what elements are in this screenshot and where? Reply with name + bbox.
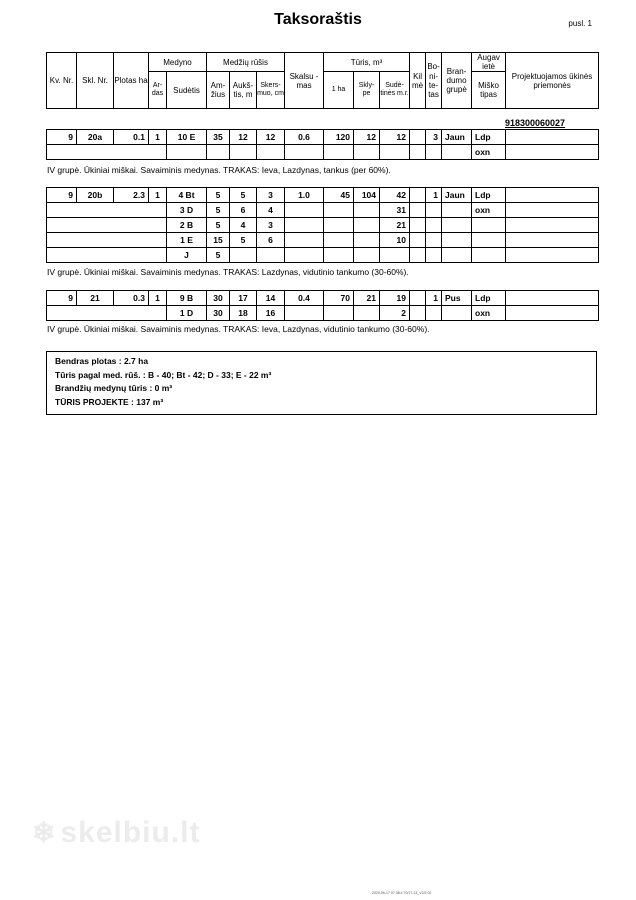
col-misko-tipas: Miško tipas	[472, 72, 506, 109]
cell-sklype: 12	[354, 130, 380, 145]
cell-amzius: 5	[207, 203, 230, 218]
cell-aug	[472, 218, 506, 233]
cell-skalsumas: 0.4	[285, 291, 324, 306]
cell-skalsumas	[285, 203, 324, 218]
col-plotas: Plotas ha	[114, 53, 149, 109]
col-1ha: 1 ha	[324, 72, 354, 109]
col-amzius: Am- žius	[207, 72, 230, 109]
stand-note-1: IV grupė. Ūkiniai miškai. Savaiminis medynas. TRAKAS: Ieva, Lazdynas, tankus (per 60%).	[47, 165, 391, 175]
cell-sudetis	[167, 145, 207, 160]
cell-t1ha: 45	[324, 188, 354, 203]
cell-plotas: 0.1	[114, 130, 149, 145]
cell-amzius: 5	[207, 248, 230, 263]
cell-amzius: 15	[207, 233, 230, 248]
cell-kv	[47, 218, 167, 233]
summary-box	[46, 351, 597, 415]
cell-t1ha	[324, 233, 354, 248]
cell-kilme	[410, 130, 426, 145]
cell-brand	[442, 306, 472, 321]
cell-kv: 9	[47, 188, 77, 203]
cell-amzius: 5	[207, 218, 230, 233]
table-row	[47, 130, 599, 145]
cell-aukstis: 5	[230, 233, 257, 248]
stand-table-2	[46, 187, 599, 263]
stand-table-1	[46, 129, 599, 160]
col-kilme: Kil mė	[410, 53, 426, 109]
cell-skalsumas: 0.6	[285, 130, 324, 145]
cell-aukstis: 4	[230, 218, 257, 233]
col-medziu-rusis: Medžių rūšis	[207, 53, 285, 72]
cell-sklype	[354, 248, 380, 263]
cell-aug: oxn	[472, 306, 506, 321]
cell-aug	[472, 248, 506, 263]
col-aukstis: Aukš- tis, m	[230, 72, 257, 109]
col-medyno: Medyno	[149, 53, 207, 72]
summary-total-area: Bendras plotas : 2.7 ha	[55, 356, 149, 366]
cell-prie	[506, 291, 599, 306]
table-row	[47, 188, 599, 203]
footer-stamp: 2020-06-17 07:38:4 70/17-13_V2/3 02	[372, 891, 432, 895]
cell-sklype	[354, 145, 380, 160]
cell-aug: oxn	[472, 203, 506, 218]
cell-brand	[442, 218, 472, 233]
summary-volume-by-species: Tūris pagal med. rūš. : B - 40; Bt - 42; D - 33; E - 22 m³	[55, 369, 272, 380]
cell-skalsumas	[285, 306, 324, 321]
header-table	[46, 52, 599, 109]
cell-plotas: 2.3	[114, 188, 149, 203]
col-priemones: Projektuojamos ūkinės priemonės	[506, 53, 599, 109]
cell-skersmuo: 3	[257, 188, 285, 203]
cell-sudetis: J	[167, 248, 207, 263]
cell-kilme	[410, 218, 426, 233]
cell-aukstis: 18	[230, 306, 257, 321]
cell-kilme	[410, 203, 426, 218]
cell-t1ha	[324, 145, 354, 160]
cell-bon: 1	[426, 291, 442, 306]
cell-aukstis: 5	[230, 188, 257, 203]
cell-bon	[426, 218, 442, 233]
watermark-text: skelbiu.lt	[60, 816, 201, 849]
cell-sudet: 10	[380, 233, 410, 248]
cell-sklype	[354, 218, 380, 233]
col-skalsumas: Skalsu -mas	[285, 53, 324, 109]
cell-aug: Ldp	[472, 291, 506, 306]
cell-t1ha	[324, 203, 354, 218]
col-sklype: Skly- pe	[354, 72, 380, 109]
cell-sklype: 21	[354, 291, 380, 306]
cell-ardas: 1	[149, 130, 167, 145]
cell-sudet: 21	[380, 218, 410, 233]
cell-sudet: 19	[380, 291, 410, 306]
cell-skalsumas	[285, 233, 324, 248]
cell-skalsumas	[285, 145, 324, 160]
cell-skalsumas	[285, 218, 324, 233]
cell-kv	[47, 203, 167, 218]
summary-mature-volume: Brandžių medynų tūris : 0 m³	[55, 383, 173, 393]
cell-skersmuo	[257, 248, 285, 263]
summary-project-volume: TŪRIS PROJEKTE : 137 m³	[55, 396, 164, 407]
col-sudetines: Sudė- tinės m.r.	[380, 72, 410, 109]
cell-aug: Ldp	[472, 130, 506, 145]
cell-sklype	[354, 306, 380, 321]
cell-skersmuo: 14	[257, 291, 285, 306]
cell-amzius: 5	[207, 188, 230, 203]
cell-prie	[506, 248, 599, 263]
col-ardas: Ar- das	[149, 72, 167, 109]
col-augaviete: Augav ietė	[472, 53, 506, 72]
cell-t1ha	[324, 218, 354, 233]
cell-aukstis: 6	[230, 203, 257, 218]
cell-sklype	[354, 233, 380, 248]
cell-t1ha	[324, 248, 354, 263]
cell-bon: 3	[426, 130, 442, 145]
col-turis: Tūris, m³	[324, 53, 410, 72]
cell-kv	[47, 306, 167, 321]
cell-kv	[47, 248, 167, 263]
cell-ardas: 1	[149, 188, 167, 203]
col-skl: Skl. Nr.	[77, 53, 114, 109]
table-row	[47, 203, 599, 218]
cell-prie	[506, 203, 599, 218]
cell-t1ha: 120	[324, 130, 354, 145]
cell-ardas: 1	[149, 291, 167, 306]
stand-rows	[47, 130, 599, 160]
cell-sudet: 31	[380, 203, 410, 218]
stand-code: 918300060027	[505, 118, 566, 128]
cell-sudetis: 3 D	[167, 203, 207, 218]
cell-sudetis: 1 D	[167, 306, 207, 321]
cell-amzius: 35	[207, 130, 230, 145]
col-brandumo: Bran- dumo grupė	[442, 53, 472, 109]
cell-amzius: 30	[207, 306, 230, 321]
cell-kv: 9	[47, 291, 77, 306]
cell-t1ha: 70	[324, 291, 354, 306]
cell-brand	[442, 145, 472, 160]
cell-brand	[442, 248, 472, 263]
cell-bon	[426, 248, 442, 263]
cell-kilme	[410, 188, 426, 203]
cell-prie	[506, 233, 599, 248]
table-row	[47, 145, 599, 160]
cell-bon	[426, 203, 442, 218]
cell-aukstis: 12	[230, 130, 257, 145]
cell-sudet	[380, 248, 410, 263]
cell-sudet: 12	[380, 130, 410, 145]
cell-skersmuo: 12	[257, 130, 285, 145]
cell-aug: oxn	[472, 145, 506, 160]
snowflake-icon: ❄	[32, 817, 57, 848]
cell-prie	[506, 218, 599, 233]
cell-kilme	[410, 291, 426, 306]
table-row	[47, 248, 599, 263]
cell-sudet	[380, 145, 410, 160]
stand-note-3: IV grupė. Ūkiniai miškai. Savaiminis medynas. TRAKAS: Ieva, Lazdynas, vidutinio tankumo (30-60%).	[47, 324, 430, 334]
cell-kv	[47, 145, 167, 160]
cell-brand	[442, 233, 472, 248]
cell-sudetis: 1 E	[167, 233, 207, 248]
cell-skl: 20b	[77, 188, 114, 203]
table-row	[47, 233, 599, 248]
cell-aug: Ldp	[472, 188, 506, 203]
page-number: pusl. 1	[568, 19, 592, 28]
cell-sudet: 42	[380, 188, 410, 203]
cell-aukstis: 17	[230, 291, 257, 306]
col-skersmuo: Skers- muo, cm	[257, 72, 285, 109]
cell-aukstis	[230, 145, 257, 160]
cell-skl: 20a	[77, 130, 114, 145]
watermark	[32, 816, 201, 850]
cell-prie	[506, 306, 599, 321]
cell-sudetis: 10 E	[167, 130, 207, 145]
cell-kilme	[410, 306, 426, 321]
cell-prie	[506, 145, 599, 160]
cell-skersmuo	[257, 145, 285, 160]
cell-sudetis: 9 B	[167, 291, 207, 306]
cell-kv: 9	[47, 130, 77, 145]
cell-sudetis: 2 B	[167, 218, 207, 233]
cell-sklype	[354, 203, 380, 218]
cell-brand	[442, 203, 472, 218]
col-sudetis: Sudėtis	[167, 72, 207, 109]
cell-amzius	[207, 145, 230, 160]
cell-brand: Jaun	[442, 188, 472, 203]
cell-amzius: 30	[207, 291, 230, 306]
cell-skl: 21	[77, 291, 114, 306]
cell-plotas: 0.3	[114, 291, 149, 306]
cell-skersmuo: 4	[257, 203, 285, 218]
cell-kilme	[410, 233, 426, 248]
stand-rows	[47, 188, 599, 263]
cell-kilme	[410, 248, 426, 263]
cell-skersmuo: 16	[257, 306, 285, 321]
cell-sklype: 104	[354, 188, 380, 203]
stand-table-3	[46, 290, 599, 321]
table-row	[47, 218, 599, 233]
col-bonitetas: Bo- ni- te- tas	[426, 53, 442, 109]
cell-brand: Pus	[442, 291, 472, 306]
cell-sudetis: 4 Bt	[167, 188, 207, 203]
table-row	[47, 291, 599, 306]
cell-brand: Jaun	[442, 130, 472, 145]
cell-kv	[47, 233, 167, 248]
cell-prie	[506, 188, 599, 203]
cell-bon: 1	[426, 188, 442, 203]
cell-bon	[426, 145, 442, 160]
cell-bon	[426, 306, 442, 321]
page-title: Taksoraštis	[274, 11, 362, 28]
stand-note-2: IV grupė. Ūkiniai miškai. Savaiminis medynas. TRAKAS: Lazdynas, vidutinio tankumo (30-60%).	[47, 267, 409, 277]
cell-kilme	[410, 145, 426, 160]
col-kv: Kv. Nr.	[47, 53, 77, 109]
cell-aukstis	[230, 248, 257, 263]
cell-sudet: 2	[380, 306, 410, 321]
cell-skalsumas: 1.0	[285, 188, 324, 203]
cell-aug	[472, 233, 506, 248]
cell-skersmuo: 3	[257, 218, 285, 233]
cell-skalsumas	[285, 248, 324, 263]
cell-prie	[506, 130, 599, 145]
cell-bon	[426, 233, 442, 248]
table-row	[47, 306, 599, 321]
stand-rows	[47, 291, 599, 321]
cell-skersmuo: 6	[257, 233, 285, 248]
cell-t1ha	[324, 306, 354, 321]
